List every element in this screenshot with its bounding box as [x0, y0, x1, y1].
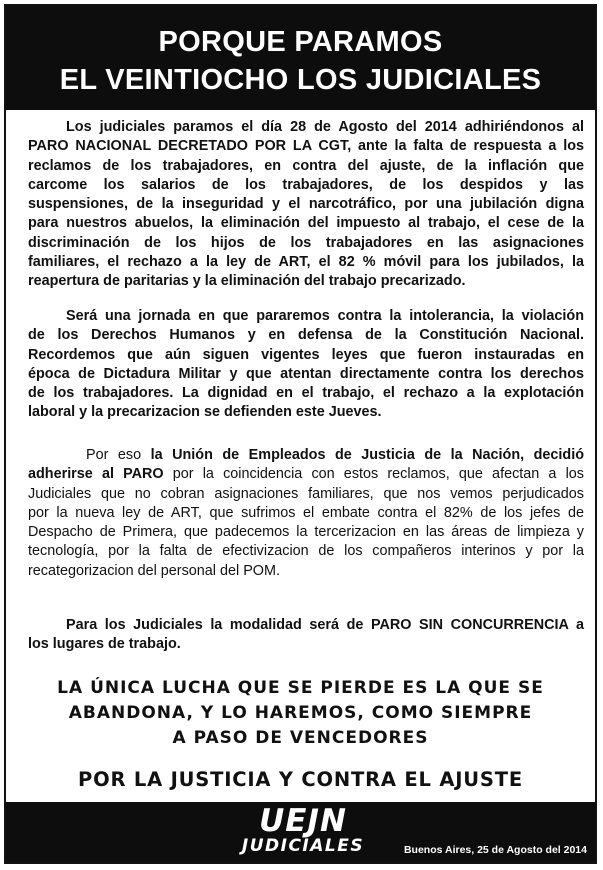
- paragraph-line: los lugares de trabajo.: [28, 636, 181, 653]
- flyer: [4, 4, 597, 864]
- paragraph-line: [28, 465, 584, 484]
- paragraph-line: laboral y la precarizacion se defienden este Jueves.: [28, 404, 382, 421]
- paragraph-line: de los trabajadores. La dignidad en el trabajo, el rechazo a la explotación: [28, 385, 584, 402]
- footer-banner: [6, 802, 595, 862]
- logo-acronym: UEJN: [259, 803, 347, 839]
- union-name: la Unión de Empleados de Justicia de la Nación, decidió: [150, 447, 584, 463]
- adhesion-phrase: adherirse al PARO: [28, 466, 164, 483]
- paragraph-line: familiares, el rechazo a la ley de ART, el 82 % móvil para los jubilados, la: [28, 254, 584, 271]
- paragraph-line: Despacho de Primera, que padecemos la tercerizacion en las áreas de limpieza y: [28, 524, 584, 541]
- logo-subtitle: JUDICIALES: [241, 836, 365, 856]
- headline-line-1: PORQUE PARAMOS: [158, 26, 443, 58]
- paragraph-line: PARO NACIONAL DECRETADO POR LA CGT, ante la falta de respuesta a los: [28, 138, 584, 155]
- slogan-line-2: ABANDONA, Y LO HAREMOS, COMO SIEMPRE: [68, 703, 533, 723]
- paragraph-line: discriminación de los hijos de los trabajadores en las asignaciones: [28, 234, 584, 251]
- paragraph-line: por la nueva ley de ART, que sufrimos el embate contra el 82% de los jefes de: [28, 504, 584, 521]
- paragraph-line: reclamos de los trabajadores, en contra del ajuste, de la inflación que: [28, 157, 584, 174]
- paragraph-line: época de Dictadura Militar y que atentan directamente contra los derechos: [28, 365, 584, 382]
- paragraph-line: suspensiones, de la inseguridad y el narcotráfico, por una jubilación digna: [28, 196, 584, 213]
- motto: POR LA JUSTICIA Y CONTRA EL AJUSTE: [77, 768, 523, 791]
- paragraph-line: recategorizacion del personal del POM.: [28, 562, 280, 579]
- paragraph-line: para nuestros abuelos, la eliminación del impuesto al trabajo, el cese de la: [28, 215, 584, 232]
- paragraph-text: Por eso: [86, 447, 151, 463]
- paragraph-text: por la coincidencia con estos reclamos, que afectan a los: [163, 466, 584, 483]
- paragraph-line: de los Derechos Humanos y en defensa de la Constitución Nacional.: [28, 327, 584, 344]
- header-banner: [6, 6, 595, 110]
- paragraph-line: Judiciales que no cobran asignaciones familiares, que nos vemos perjudicados: [28, 485, 584, 502]
- dateline: Buenos Aires, 25 de Agosto del 2014: [403, 844, 587, 856]
- headline-line-2: EL VEINTIOCHO LOS JUDICIALES: [59, 64, 542, 96]
- slogan-line-1: LA ÚNICA LUCHA QUE SE PIERDE ES LA QUE SE: [57, 678, 544, 698]
- paragraph-line: Será una jornada en que pararemos contra la intolerancia, la violación: [66, 308, 584, 324]
- paragraph-line: reapertura de paritarias y la eliminación del trabajo precarizado.: [28, 273, 466, 290]
- paragraph-strike-mode: [28, 616, 584, 655]
- paragraph-line: Para los Judiciales la modalidad será de PARO SIN CONCURRENCIA a: [66, 617, 584, 633]
- slogan-line-3: A PASO DE VENCEDORES: [172, 728, 429, 748]
- paragraph-line: Recordemos que aún siguen vigentes leyes que fueron instauradas en: [28, 346, 584, 363]
- paragraph-human-rights: [28, 307, 584, 423]
- paragraph-line: carcome los salarios de los trabajadores, de los despidos y las: [28, 176, 584, 193]
- uejn-logo: [228, 803, 378, 856]
- paragraph-union-decision: [28, 446, 584, 581]
- paragraph-line: tecnología, por la falta de efectivizacion de los compañeros interinos y por la: [28, 543, 584, 560]
- paragraph-line: [28, 446, 584, 465]
- paragraph-line: Los judiciales paramos el día 28 de Agosto del 2014 adhiriéndonos al: [66, 119, 584, 135]
- paragraph-strike-reasons: [28, 118, 584, 292]
